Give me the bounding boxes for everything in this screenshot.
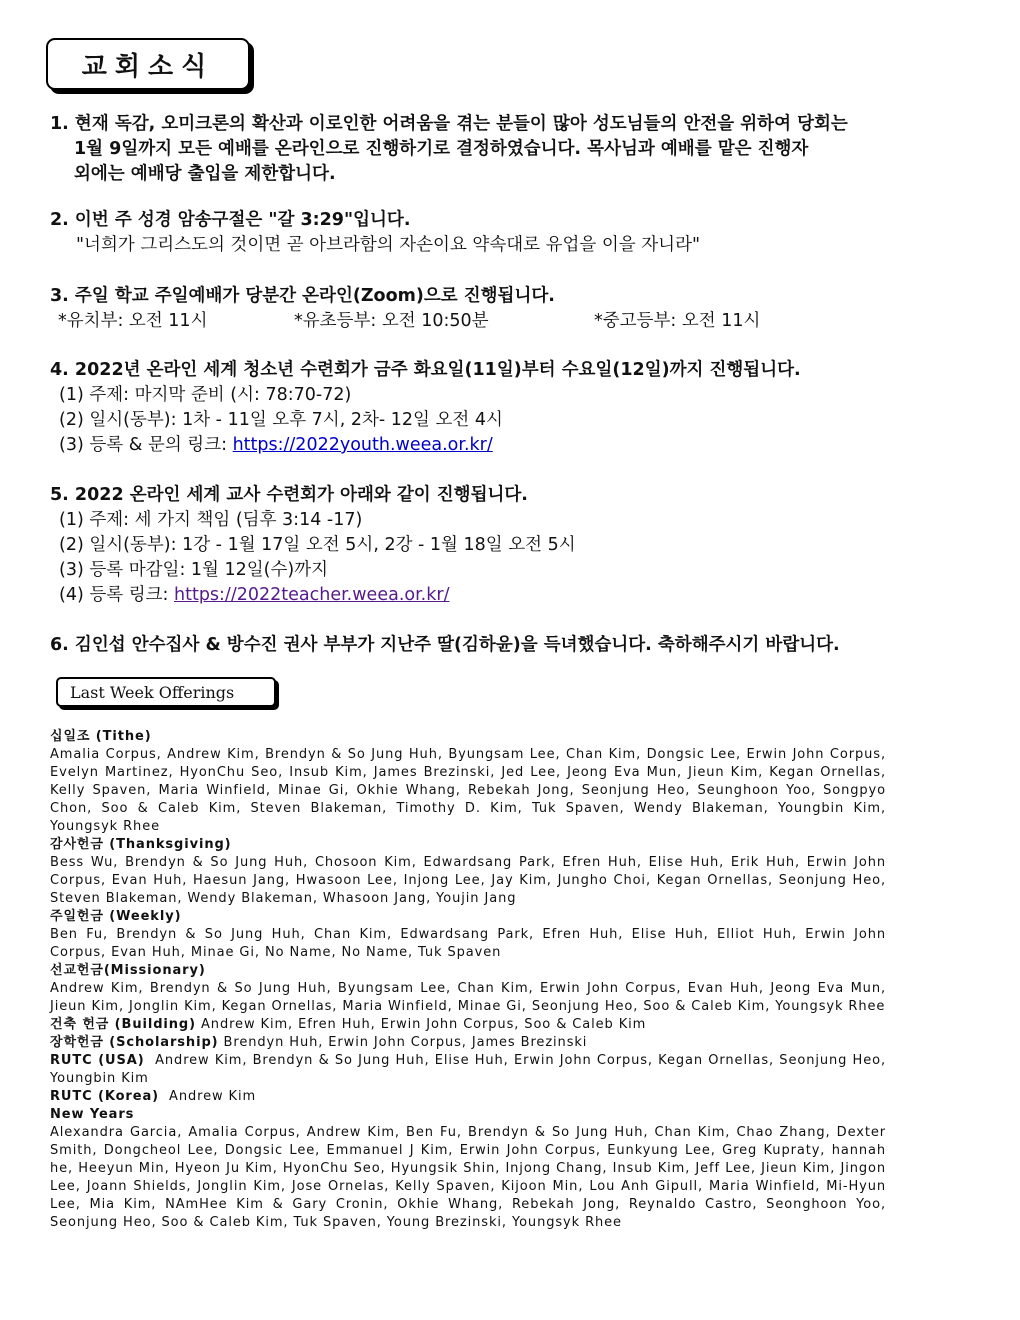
offering-tithe	[50, 728, 886, 836]
offering-label: 십일조 (Tithe)	[50, 729, 152, 744]
notice-number: 1.	[50, 114, 69, 134]
teacher-topic: (1) 주제: 세 가지 책임 (딤후 3:14 -17)	[59, 510, 363, 530]
teacher-register-label: (4) 등록 링크:	[59, 585, 174, 605]
offering-weekly	[50, 908, 886, 962]
notice-5	[50, 483, 950, 608]
offering-label: RUTC (Korea)	[50, 1089, 159, 1104]
offering-names: Amalia Corpus, Andrew Kim, Brendyn & So Jung Huh, Byungsam Lee, Chan Kim, Dongsic Lee, Erwin John Corpus, Evelyn Martinez, HyonChu Seo, Insub Kim, James Brezinski, Jed Lee, Jeong Eva Mun, Jieun Kim, Kegan Ornellas, Kelly Spaven, Maria Winfield, Minae Gi, Okhie Whang, Rebekah Jong, Seonjung Heo, Seunghoon Yoo, Songpyo Chon, Soo & Caleb Kim, Steven Blakeman, Timothy D. Kim, Tuk Spaven, Wendy Blakeman, Youngbin Kim, Youngsyk Rhee	[50, 747, 886, 834]
notice-3	[50, 284, 950, 334]
notice-heading: 주일 학교 주일예배가 당분간 온라인(Zoom)으로 진행됩니다.	[74, 286, 555, 306]
notice-text: 1월 9일까지 모든 예배를 온라인으로 진행하기로 결정하였습니다. 목사님과 예배를 맡은 진행자	[74, 139, 809, 159]
offering-label: 장학헌금 (Scholarship)	[50, 1035, 219, 1050]
teacher-register-link[interactable]: https://2022teacher.weea.or.kr/	[174, 585, 450, 605]
notice-1	[50, 112, 950, 187]
youth-topic: (1) 주제: 마지막 준비 (시: 78:70-72)	[59, 385, 352, 405]
offering-label: 선교헌금(Missionary)	[50, 963, 206, 978]
offering-rutc-korea	[50, 1088, 886, 1106]
offering-names: Andrew Kim, Efren Huh, Erwin John Corpus, Soo & Caleb Kim	[201, 1017, 647, 1032]
offering-names: Brendyn Huh, Erwin John Corpus, James Brezinski	[223, 1035, 588, 1050]
page-title: 교회소식	[46, 38, 250, 90]
offering-rutc-usa	[50, 1052, 886, 1088]
offering-label: RUTC (USA)	[50, 1053, 145, 1068]
notice-4	[50, 358, 950, 458]
notice-number: 2.	[50, 210, 69, 230]
offering-label: 감사헌금 (Thanksgiving)	[50, 837, 232, 852]
offering-label: New Years	[50, 1107, 135, 1122]
offering-names: Alexandra Garcia, Amalia Corpus, Andrew Kim, Ben Fu, Brendyn & So Jung Huh, Chan Kim, Chao Zhang, Dexter Smith, Dongcheol Lee, Dongsic Lee, Emmanuel J Kim, Erwin John Corpus, Eunkyung Lee, Greg Kupraty, hannah he, Heeyun Min, Hyeon Ju Kim, HyonChu Seo, Hyungsik Shin, Injong Chang, Insub Kim, Jeff Lee, Jieun Kim, Jingon Lee, Joann Shields, Jonglin Kim, Jose Ornelas, Kelly Spaven, Kijoon Min, Lou Anh Gipull, Maria Winfield, Mi-Hyun Lee, Mia Kim, NAmHee Kim & Gary Cronin, Okhie Whang, Rebekah Jong, Reynaldo Castro, Seonghoon Yoo, Seonjung Heo, Soo & Caleb Kim, Tuk Spaven, Young Brezinski, Youngsyk Rhee	[50, 1125, 886, 1230]
kindergarten-time: *유치부: 오전 11시	[58, 311, 208, 331]
offering-building	[50, 1016, 886, 1034]
youth-register-label: (3) 등록 & 문의 링크:	[59, 435, 233, 455]
notice-text: 외에는 예배당 출입을 제한합니다.	[74, 164, 336, 184]
youth-register-link[interactable]: https://2022youth.weea.or.kr/	[232, 435, 493, 455]
offering-names: Andrew Kim	[169, 1089, 257, 1104]
notice-number: 5.	[50, 485, 69, 505]
offering-label: 주일헌금 (Weekly)	[50, 909, 182, 924]
offering-missionary	[50, 962, 886, 1016]
memory-verse: "너희가 그리스도의 것이면 곧 아브라함의 자손이요 약속대로 유업을 이을 자니라"	[76, 235, 701, 255]
offerings-title: Last Week Offerings	[56, 677, 276, 707]
notice-heading: 이번 주 성경 암송구절은 "갈 3:29"입니다.	[74, 210, 411, 230]
offering-names: Bess Wu, Brendyn & So Jung Huh, Chosoon Kim, Edwardsang Park, Efren Huh, Elise Huh, Erik Huh, Erwin John Corpus, Evan Huh, Haesun Jang, Hwasoon Lee, Injong Lee, Jay Kim, Jungho Choi, Kegan Ornellas, Seonjung Heo, Steven Blakeman, Wendy Blakeman, Whasoon Jang, Youjin Jang	[50, 855, 886, 906]
notice-heading: 2022년 온라인 세계 청소년 수련회가 금주 화요일(11일)부터 수요일(12일)까지 진행됩니다.	[74, 360, 801, 380]
notice-heading: 2022 온라인 세계 교사 수련회가 아래와 같이 진행됩니다.	[74, 485, 528, 505]
notice-number: 4.	[50, 360, 69, 380]
notice-text: 현재 독감, 오미크론의 확산과 이로인한 어려움을 겪는 분들이 많아 성도님들의 안전을 위하여 당회는	[74, 114, 848, 134]
offering-names: Andrew Kim, Brendyn & So Jung Huh, Elise Huh, Erwin John Corpus, Kegan Ornellas, Seonjung Heo, Youngbin Kim	[50, 1053, 886, 1086]
notice-2	[50, 208, 950, 258]
teacher-deadline: (3) 등록 마감일: 1월 12일(수)까지	[59, 560, 329, 580]
elementary-time: *유초등부: 오전 10:50분	[294, 311, 489, 331]
teacher-schedule: (2) 일시(동부): 1강 - 1월 17일 오전 5시, 2강 - 1월 18일 오전 5시	[59, 535, 576, 555]
offerings-list	[50, 728, 886, 1232]
youth-schedule: (2) 일시(동부): 1차 - 11일 오후 7시, 2차- 12일 오전 4시	[59, 410, 503, 430]
offering-names: Ben Fu, Brendyn & So Jung Huh, Chan Kim, Edwardsang Park, Efren Huh, Elise Huh, Elliot Huh, Erwin John Corpus, Evan Huh, Minae Gi, No Name, No Name, Tuk Spaven	[50, 927, 886, 960]
youth-time: *중고등부: 오전 11시	[594, 311, 761, 331]
notice-6	[50, 633, 950, 658]
offering-names: Andrew Kim, Brendyn & So Jung Huh, Byungsam Lee, Chan Kim, Erwin John Corpus, Evan Huh, Jeong Eva Mun, Jieun Kim, Jonglin Kim, Kegan Ornellas, Maria Winfield, Minae Gi, Seonjung Heo, Soo & Caleb Kim, Youngsyk Rhee	[50, 981, 886, 1014]
notice-heading: 김인섭 안수집사 & 방수진 권사 부부가 지난주 딸(김하윤)을 득녀했습니다. 축하해주시기 바랍니다.	[74, 635, 840, 655]
offering-label: 건축 헌금 (Building)	[50, 1017, 196, 1032]
notice-number: 6.	[50, 635, 69, 655]
offering-scholarship	[50, 1034, 886, 1052]
notice-number: 3.	[50, 286, 69, 306]
offering-thanksgiving	[50, 836, 886, 908]
offering-new-years	[50, 1106, 886, 1232]
